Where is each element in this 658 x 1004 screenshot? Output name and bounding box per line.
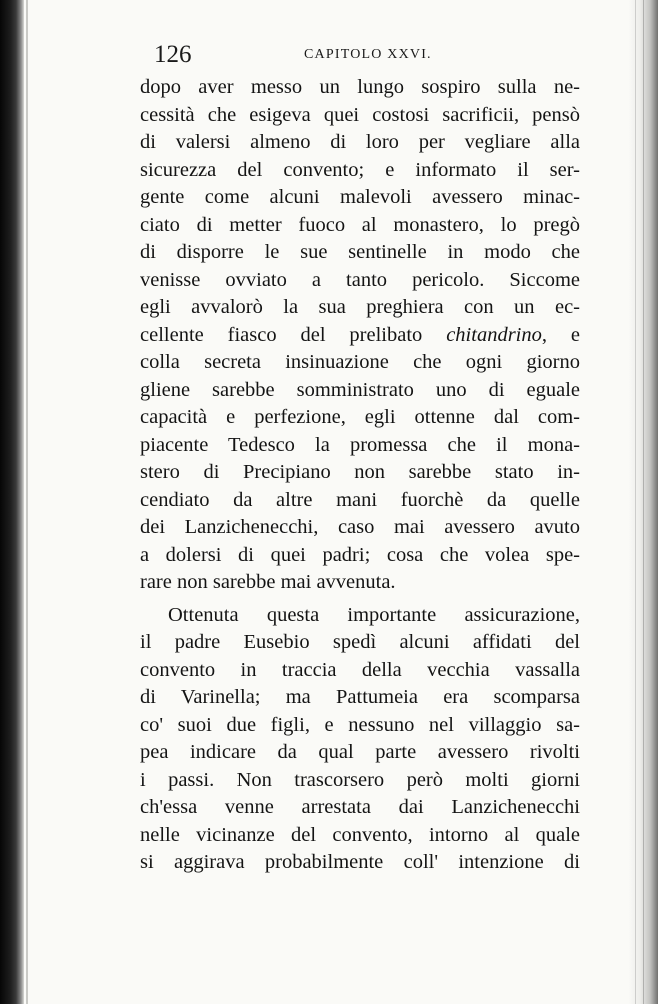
text-line: ch'essa venne arrestata dai Lanzichenecchi	[140, 796, 580, 818]
text-line: pea indicare da qual parte avessero rivolti	[140, 741, 580, 763]
text-segment: cellente fiasco del prelibato	[140, 323, 423, 346]
body-text	[140, 74, 580, 877]
text-line: nelle vicinanze del convento, intorno al quale	[140, 823, 580, 846]
text-line: venisse ovviato a tanto pericolo. Siccome	[140, 268, 580, 291]
text-line: stero di Precipiano non sarebbe stato in-	[140, 461, 580, 483]
text-line: di disporre le sue sentinelle in modo che	[140, 241, 580, 263]
text-line: ciato di metter fuoco al monastero, lo pregò	[140, 213, 580, 236]
text-line: egli avvalorò la sua preghiera con un ec-	[140, 296, 580, 318]
chapter-heading: CAPITOLO XXVI.	[304, 47, 432, 62]
text-line: convento in traccia della vecchia vassalla	[140, 658, 580, 681]
text-line: rare non sarebbe mai avvenuta.	[140, 571, 396, 593]
gutter-line	[26, 0, 28, 1004]
text-line: cessità che esigeva quei costosi sacrificii, pensò	[140, 103, 580, 126]
text-line: Ottenuta questa importante assicurazione,	[168, 603, 580, 626]
text-line: colla secreta insinuazione che ogni giorno	[140, 351, 580, 373]
text-line: gliene sarebbe somministrato uno di eguale	[140, 378, 580, 401]
text-line: capacità e perfezione, egli ottenne dal com-	[140, 406, 580, 428]
italic-word: chitandrino	[446, 323, 542, 346]
text-line: gente come alcuni malevoli avessero minac-	[140, 186, 580, 208]
page-number: 126	[154, 41, 192, 68]
text-line: cendiato da altre mani fuorchè da quelle	[140, 488, 580, 511]
text-line: si aggirava probabilmente coll' intenzione di	[140, 851, 580, 873]
text-line: dei Lanzichenecchi, caso mai avessero avuto	[140, 516, 580, 538]
running-header	[154, 40, 574, 70]
text-segment: , e	[541, 323, 580, 346]
text-line: dopo aver messo un lungo sospiro sulla ne-	[140, 76, 580, 98]
text-line: piacente Tedesco la promessa che il mona-	[140, 433, 580, 456]
text-line: co' suoi due figli, e nessuno nel villaggio sa-	[140, 713, 580, 736]
text-line: a dolersi di quei padri; cosa che volea spe-	[140, 543, 580, 566]
text-line: il padre Eusebio spedì alcuni affidati del	[140, 631, 580, 653]
text-line: i passi. Non trascorsero però molti giorni	[140, 768, 580, 791]
page-edge-line	[635, 0, 636, 1004]
text-line-with-italic	[140, 322, 580, 350]
book-binding-shadow	[0, 0, 24, 1004]
text-line: di Varinella; ma Pattumeia era scomparsa	[140, 686, 580, 708]
paragraph-1	[140, 74, 580, 597]
text-line: sicurezza del convento; e informato il ser-	[140, 158, 580, 181]
paragraph-2	[140, 602, 580, 877]
text-line: di valersi almeno di loro per vegliare alla	[140, 131, 580, 153]
page-edge-line	[643, 0, 644, 1004]
